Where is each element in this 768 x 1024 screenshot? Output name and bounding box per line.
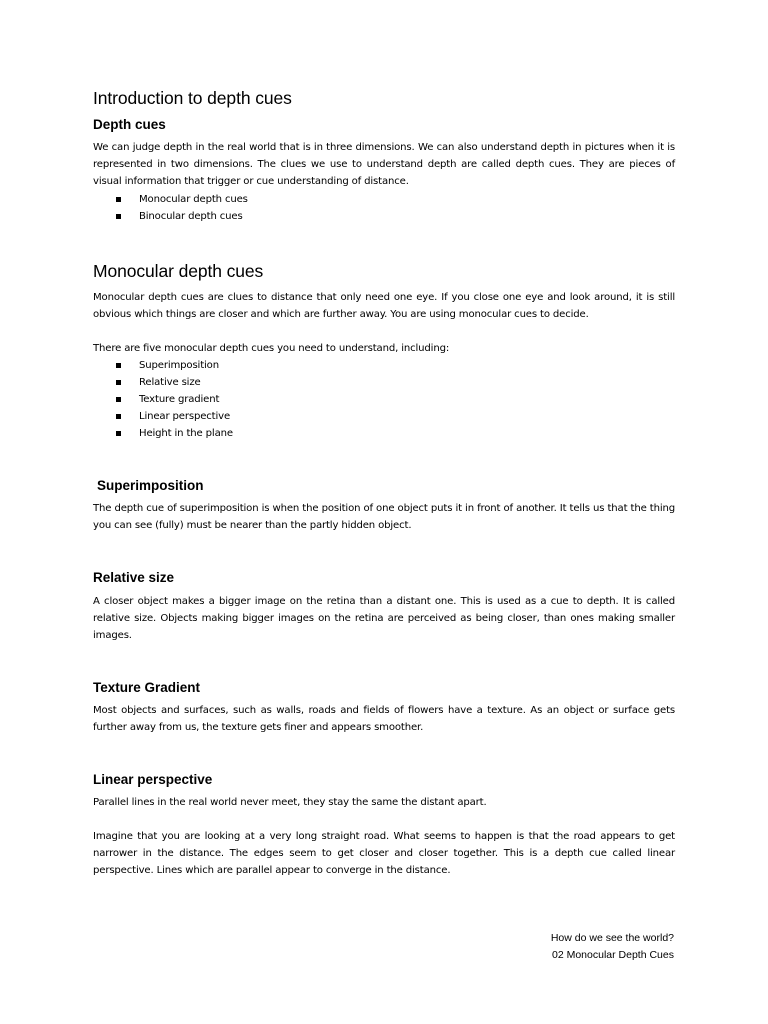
texture-gradient-paragraph: Most objects and surfaces, such as walls, roads and fields of flowers have a texture. As an object or surface gets further away from us, the texture gets finer and appears smoother. [93, 705, 675, 733]
intro-paragraph: We can judge depth in the real world that is in three dimensions. We can also understand depth in pictures when it is represented in two dimensions. The clues we use to understand depth are called depth cues. They are pieces of visual information that trigger or cue understanding of distance. [93, 142, 675, 187]
bullet-square-icon [116, 197, 121, 202]
monocular-title: Monocular depth cues [93, 261, 264, 281]
monocular-bullet-list [93, 357, 675, 442]
intro-title: Introduction to depth cues [93, 88, 292, 108]
list-item: Binocular depth cues [93, 208, 675, 225]
bullet-square-icon [116, 363, 121, 368]
bullet-square-icon [116, 414, 121, 419]
linear-perspective-title: Linear perspective [93, 772, 213, 787]
bullet-square-icon [116, 397, 121, 402]
list-item: Relative size [93, 374, 675, 391]
relative-size-paragraph: A closer object makes a bigger image on the retina than a distant one. This is used as a cue to depth. It is called relative size. Objects making bigger images on the retina are perceived as being closer, than ones making smaller images. [93, 596, 675, 641]
monocular-list-intro: There are five monocular depth cues you need to understand, including: [93, 343, 450, 354]
texture-gradient-title: Texture Gradient [93, 680, 201, 695]
list-item: Texture gradient [93, 391, 675, 408]
superimposition-paragraph: The depth cue of superimposition is when the position of one object puts it in front of another. It tells us that the thing you can see (fully) must be nearer than the partly hidden object. [93, 503, 675, 531]
linear-perspective-paragraph-2: Imagine that you are looking at a very long straight road. What seems to happen is that the road appears to get narrower in the distance. The edges seem to get closer and closer together. This is a depth cue called linear perspective. Lines which are parallel appear to converge in the distance. [93, 831, 675, 876]
footer-subtitle: 02 Monocular Depth Cues [552, 949, 674, 961]
bullet-square-icon [116, 380, 121, 385]
footer-title: How do we see the world? [550, 932, 674, 944]
bullet-square-icon [116, 214, 121, 219]
intro-subtitle: Depth cues [93, 117, 166, 132]
superimposition-title: Superimposition [97, 478, 204, 493]
bullet-square-icon [116, 431, 121, 436]
list-item: Height in the plane [93, 425, 675, 442]
intro-bullet-list [93, 191, 675, 225]
linear-perspective-paragraph-1: Parallel lines in the real world never meet, they stay the same the distant apart. [93, 797, 487, 808]
monocular-paragraph: Monocular depth cues are clues to distance that only need one eye. If you close one eye and look around, it is still obvious which things are closer and which are further away. You are using monocular cues to decide. [93, 292, 675, 320]
list-item: Monocular depth cues [93, 191, 675, 208]
list-item: Linear perspective [93, 408, 675, 425]
list-item: Superimposition [93, 357, 675, 374]
relative-size-title: Relative size [93, 570, 175, 585]
